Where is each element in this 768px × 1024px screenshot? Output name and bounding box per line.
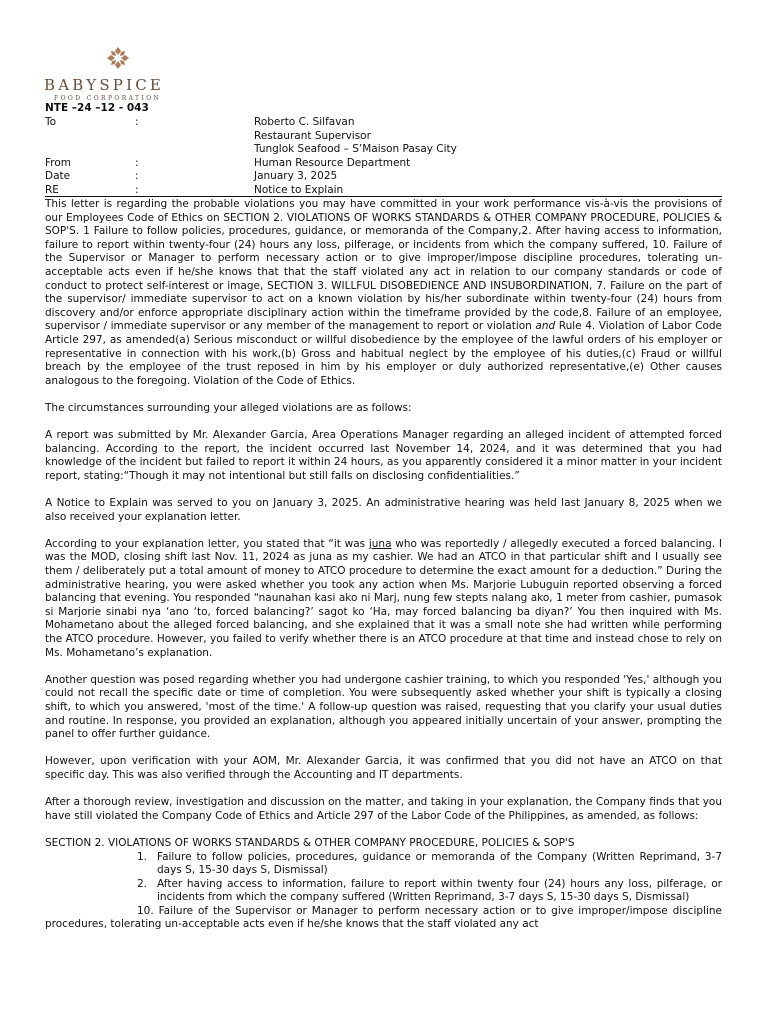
section-heading: SECTION 2. VIOLATIONS OF WORKS STANDARDS & OTHER COMPANY PROCEDURE, POLICIES & SOP'S (45, 836, 575, 849)
brand-name: BABYSPICE (44, 76, 165, 94)
header-label: From (45, 156, 72, 169)
list-text: After having access to information, failure to report within twenty four (24) hours any loss, pilferage, or incidents from which the company suffered (Written Reprimand, 3-7 days S, 15-30 days S, Dismissal) (157, 877, 722, 904)
paragraph-text: Rule 4. Violation of Labor Code Article 297, as amended(a) Serious misconduct or willful disobedience by the employee of the lawful orders of his employer or representative in connection with his work,(b) Gross and habitual neglect by the employee of his duties,(c) Fraud or willful breach by the employee of the trust reposed in him by his employer or duly authorized representative,(e) Other causes analogous to the foregoing. Violation of the Code of Ethics. (45, 320, 723, 387)
header-colon: : (135, 170, 139, 183)
list-text: Failure to follow policies, procedures, guidance or memoranda of the Company (Written Reprimand, 3-7 days S, 15-30 days S, Dismissal) (157, 850, 722, 877)
letter-body (45, 198, 722, 946)
recipient-branch: Tunglok Seafood – S’Maison Pasay City (254, 143, 457, 156)
header-label: RE (45, 183, 59, 196)
list-number: 2. (137, 877, 148, 890)
lotus-logo-icon (106, 46, 130, 70)
brand-subtitle: FOOD CORPORATION (54, 95, 162, 102)
paragraph-text: This letter is regarding the probable violations you may have committed in your work performance vis-à-vis the provisions of our Employees Code of Ethics on SECTION 2. VIOLATIONS OF WORKS STANDARDS & OTHER COMPANY PROCEDURE, POLICIES & SOP'S. 1 Failure to follow policies, procedures, guidance, or memoranda of the Company,2. After having access to information, failure to report within twenty-four (24) hours any loss, pilferage, or incidents from which the company suffered, 10. Failure of the Supervisor or Manager to perform necessary action or to give improper/impose discipline procedures, tolerating un-acceptable acts even if he/she knows that that the staff violated any act in relation to our company standards or code of conduct to protect self-interest or image, SECTION 3. WILLFUL DISOBEDIENCE AND INSUBORDINATION, 7. Failure on the part of the supervisor/ immediate supervisor to act on a known violation by his/her subordinate within twenty-four (24) hours from discovery and/or enforce appropriate disciplinary action within the timeframe provided by the code,8. Failure of an employee, supervisor / immediate supervisor or any member of the management to report or violation (45, 198, 722, 333)
violation-list (45, 851, 722, 905)
paragraph-training: Another question was posed regarding whether you had undergone cashier training, to which you responded 'Yes,' although you could not recall the specific date or time of completion. You were subsequently asked whether your shift is typically a closing shift, to which you answered, 'most of the time.' A follow-up question was raised, requesting that you clarify your usual duties and routine. In response, you provided an explanation, although you appeared initially uncertain of your answer, prompting the panel to offer further guidance. (45, 673, 722, 741)
header-label: To (45, 116, 57, 128)
list-item (45, 878, 722, 905)
list-number: 1. (137, 850, 148, 863)
nte-number: NTE –24 –12 - 043 (45, 102, 149, 114)
memo-subject: Notice to Explain (254, 183, 344, 196)
header-label: Date (45, 170, 71, 183)
memo-date: January 3, 2025 (254, 170, 338, 183)
paragraph-explanation (45, 538, 722, 660)
paragraph-text: who was reportedly / allegedly executed a forced balancing. I was the MOD, closing shift last Nov. 11, 2024 as juna as my cashier. We had an ATCO in that particular shift and I usually see them / deliberately put a total amount of money to ATCO procedure to determine the exact amount for a deduction.” During the administrative hearing, you were asked whether you took any action when Ms. Marjorie Lubuguin reported observing a forced balancing that evening. You responded “naunahan kasi ako ni Marj, nung few stepts nalang ako, 1 meter from cashier, pumasok si Marjorie sinabi nya ‘ano ‘to, forced balancing?’ sagot ko ‘Ha, may forced balancing ba diyan?’ You then inquired with Ms. Mohametano about the alleged forced balancing, and she explained that it was a small note she had written while performing the ATCO procedure. However, you failed to verify whether there is an ATCO procedure at that time and instead chose to rely on Ms. Mohametano’s explanation. (45, 537, 723, 659)
paragraph-report: A report was submitted by Mr. Alexander Garcia, Area Operations Manager regarding an alleged incident of attempted forced balancing. According to the report, the incident occurred last November 14, 2024, and it was determined that you had knowledge of the incident but failed to report it within 24 hours, as you apparently considered it a minor matter in your incident report, stating:“Though it may not intentional but still falls on disclosing confidentialities.” (45, 429, 722, 482)
paragraph-verification: However, upon verification with your AOM, Mr. Alexander Garcia, it was confirmed that you did not have an ATCO on that specific day. This was also verified through the Accounting and IT departments. (45, 755, 722, 781)
header-colon: : (135, 183, 139, 196)
header-colon: : (135, 116, 139, 128)
underlined-name: juna (368, 537, 392, 550)
paragraph-findings: After a thorough review, investigation and discussion on the matter, and taking in your explanation, the Company finds that you have still violated the Company Code of Ethics and Article 297 of the Labor Code of the Philippines, as amended, as follows: (45, 796, 722, 822)
header-divider (45, 196, 722, 197)
paragraph-violations (45, 198, 722, 388)
recipient-position: Restaurant Supervisor (254, 129, 371, 142)
header-colon: : (135, 156, 139, 169)
sender-department: Human Resource Department (254, 156, 411, 169)
recipient-name: Roberto C. Silfavan (254, 116, 355, 128)
paragraph-notice: A Notice to Explain was served to you on January 3, 2025. An administrative hearing was held last January 8, 2025 when we also received your explanation letter. (45, 497, 722, 523)
paragraph-text: According to your explanation letter, you stated that “it was (45, 537, 369, 550)
italic-and: and (535, 320, 556, 333)
paragraph-circumstances: The circumstances surrounding your alleged violations are as follows: (45, 401, 412, 414)
list-item-10: 10. Failure of the Supervisor or Manager to perform necessary action or to give improper/impose discipline procedures, tolerating un-acceptable acts even if he/she knows that the staff violated any act (45, 904, 722, 931)
list-item (45, 851, 722, 878)
